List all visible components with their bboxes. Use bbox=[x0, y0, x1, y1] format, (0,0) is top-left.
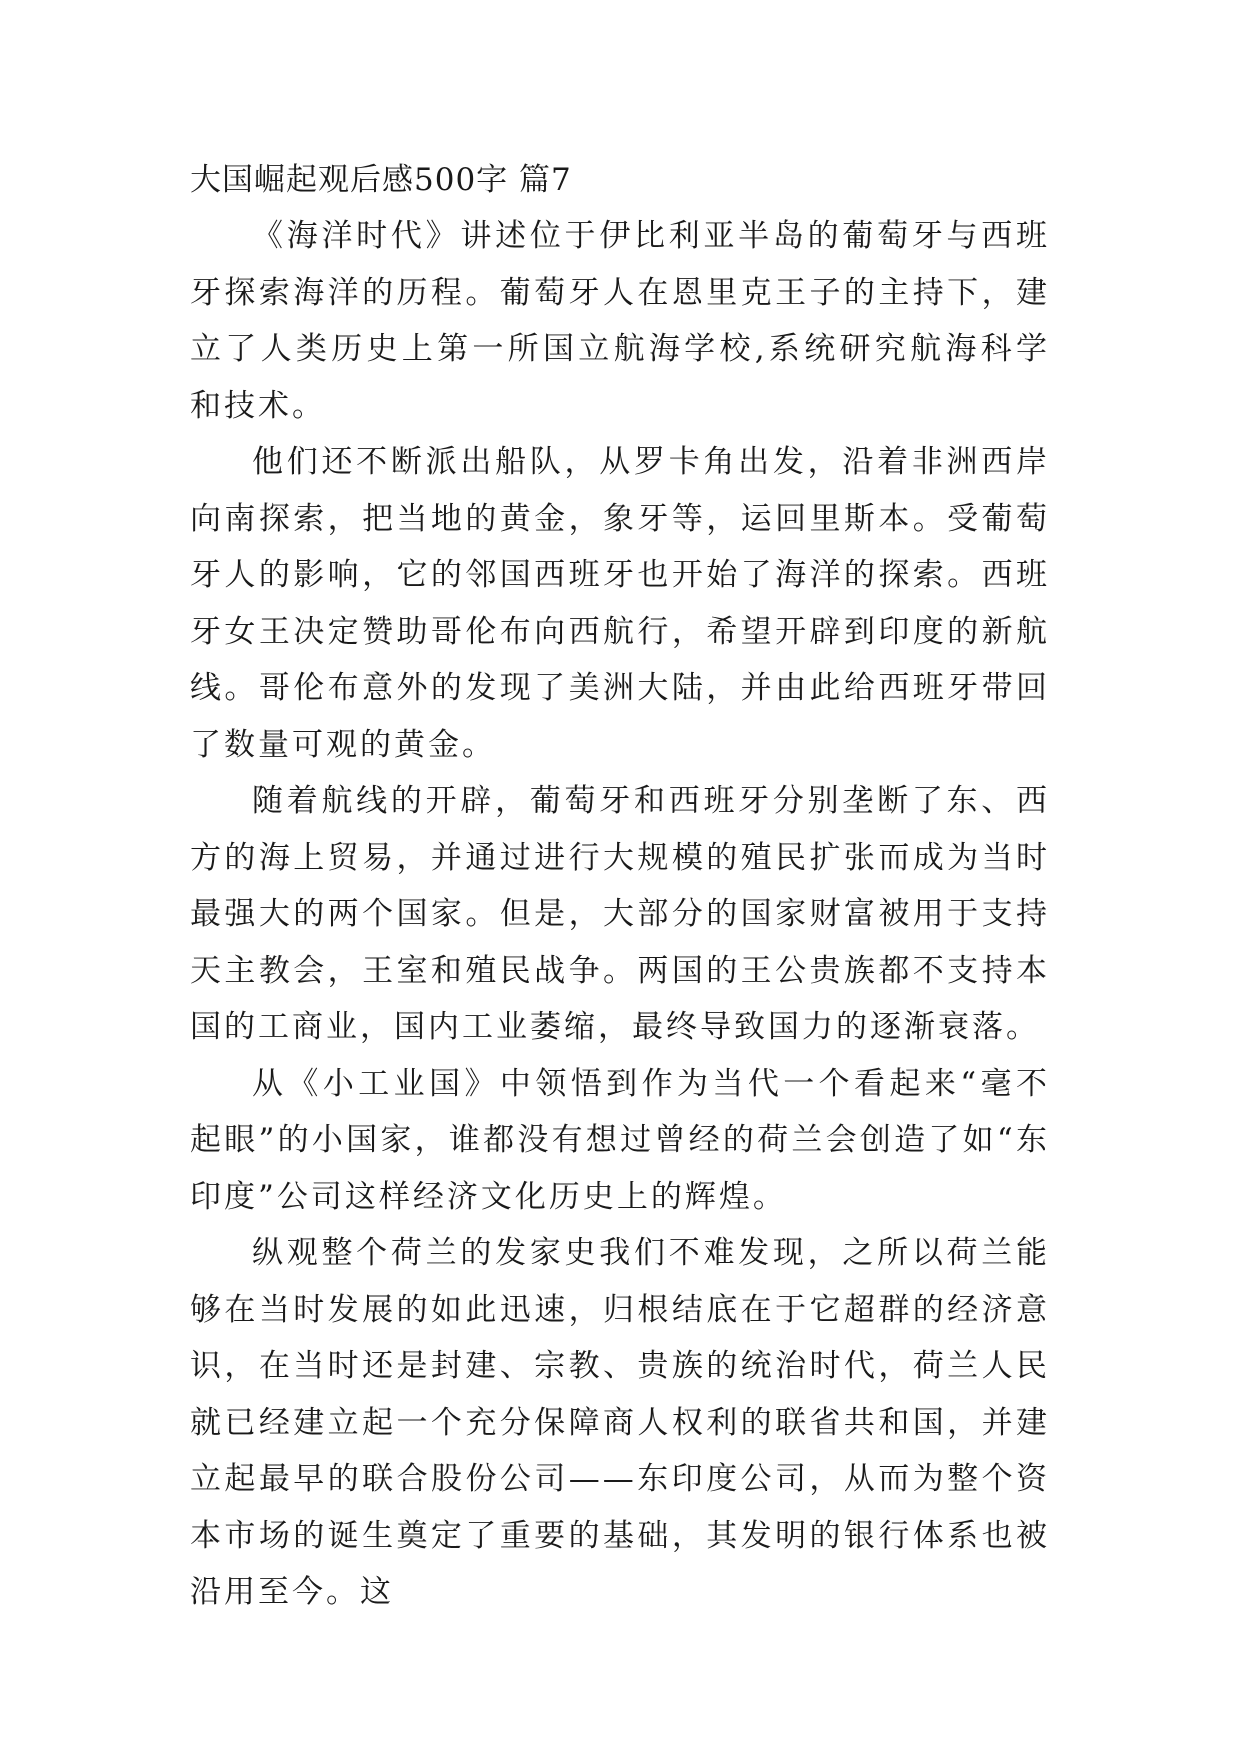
paragraph-5: 纵观整个荷兰的发家史我们不难发现，之所以荷兰能够在当时发展的如此迅速，归根结底在于它超群的经济意识，在当时还是封建、宗教、贵族的统治时代，荷兰人民就已经建立起一个充分保障商人权利的联省共和国，并建立起最早的联合股份公司——东印度公司，从而为整个资本市场的诞生奠定了重要的基础，其发明的银行体系也被沿用至今。这 bbox=[190, 1235, 1050, 1610]
paragraph-4: 从《小工业国》中领悟到作为当代一个看起来“毫不起眼”的小国家，谁都没有想过曾经的荷兰会创造了如“东印度”公司这样经济文化历史上的辉煌。 bbox=[190, 1065, 1050, 1215]
paragraph-1: 《海洋时代》讲述位于伊比利亚半岛的葡萄牙与西班牙探索海洋的历程。葡萄牙人在恩里克王子的主持下，建立了人类历史上第一所国立航海学校,系统研究航海科学和技术。 bbox=[190, 218, 1050, 424]
document-title: 大国崛起观后感500字 篇7 bbox=[190, 162, 572, 198]
document-page bbox=[190, 160, 1050, 1621]
paragraph-2: 他们还不断派出船队，从罗卡角出发，沿着非洲西岸向南探索，把当地的黄金，象牙等，运回里斯本。受葡萄牙人的影响，它的邻国西班牙也开始了海洋的探索。西班牙女王决定赞助哥伦布向西航行，希望开辟到印度的新航线。哥伦布意外的发现了美洲大陆，并由此给西班牙带回了数量可观的黄金。 bbox=[190, 444, 1050, 763]
paragraph-3: 随着航线的开辟，葡萄牙和西班牙分别垄断了东、西方的海上贸易，并通过进行大规模的殖民扩张而成为当时最强大的两个国家。但是，大部分的国家财富被用于支持天主教会，王室和殖民战争。两国的王公贵族都不支持本国的工商业，国内工业萎缩，最终导致国力的逐渐衰落。 bbox=[190, 783, 1050, 1045]
